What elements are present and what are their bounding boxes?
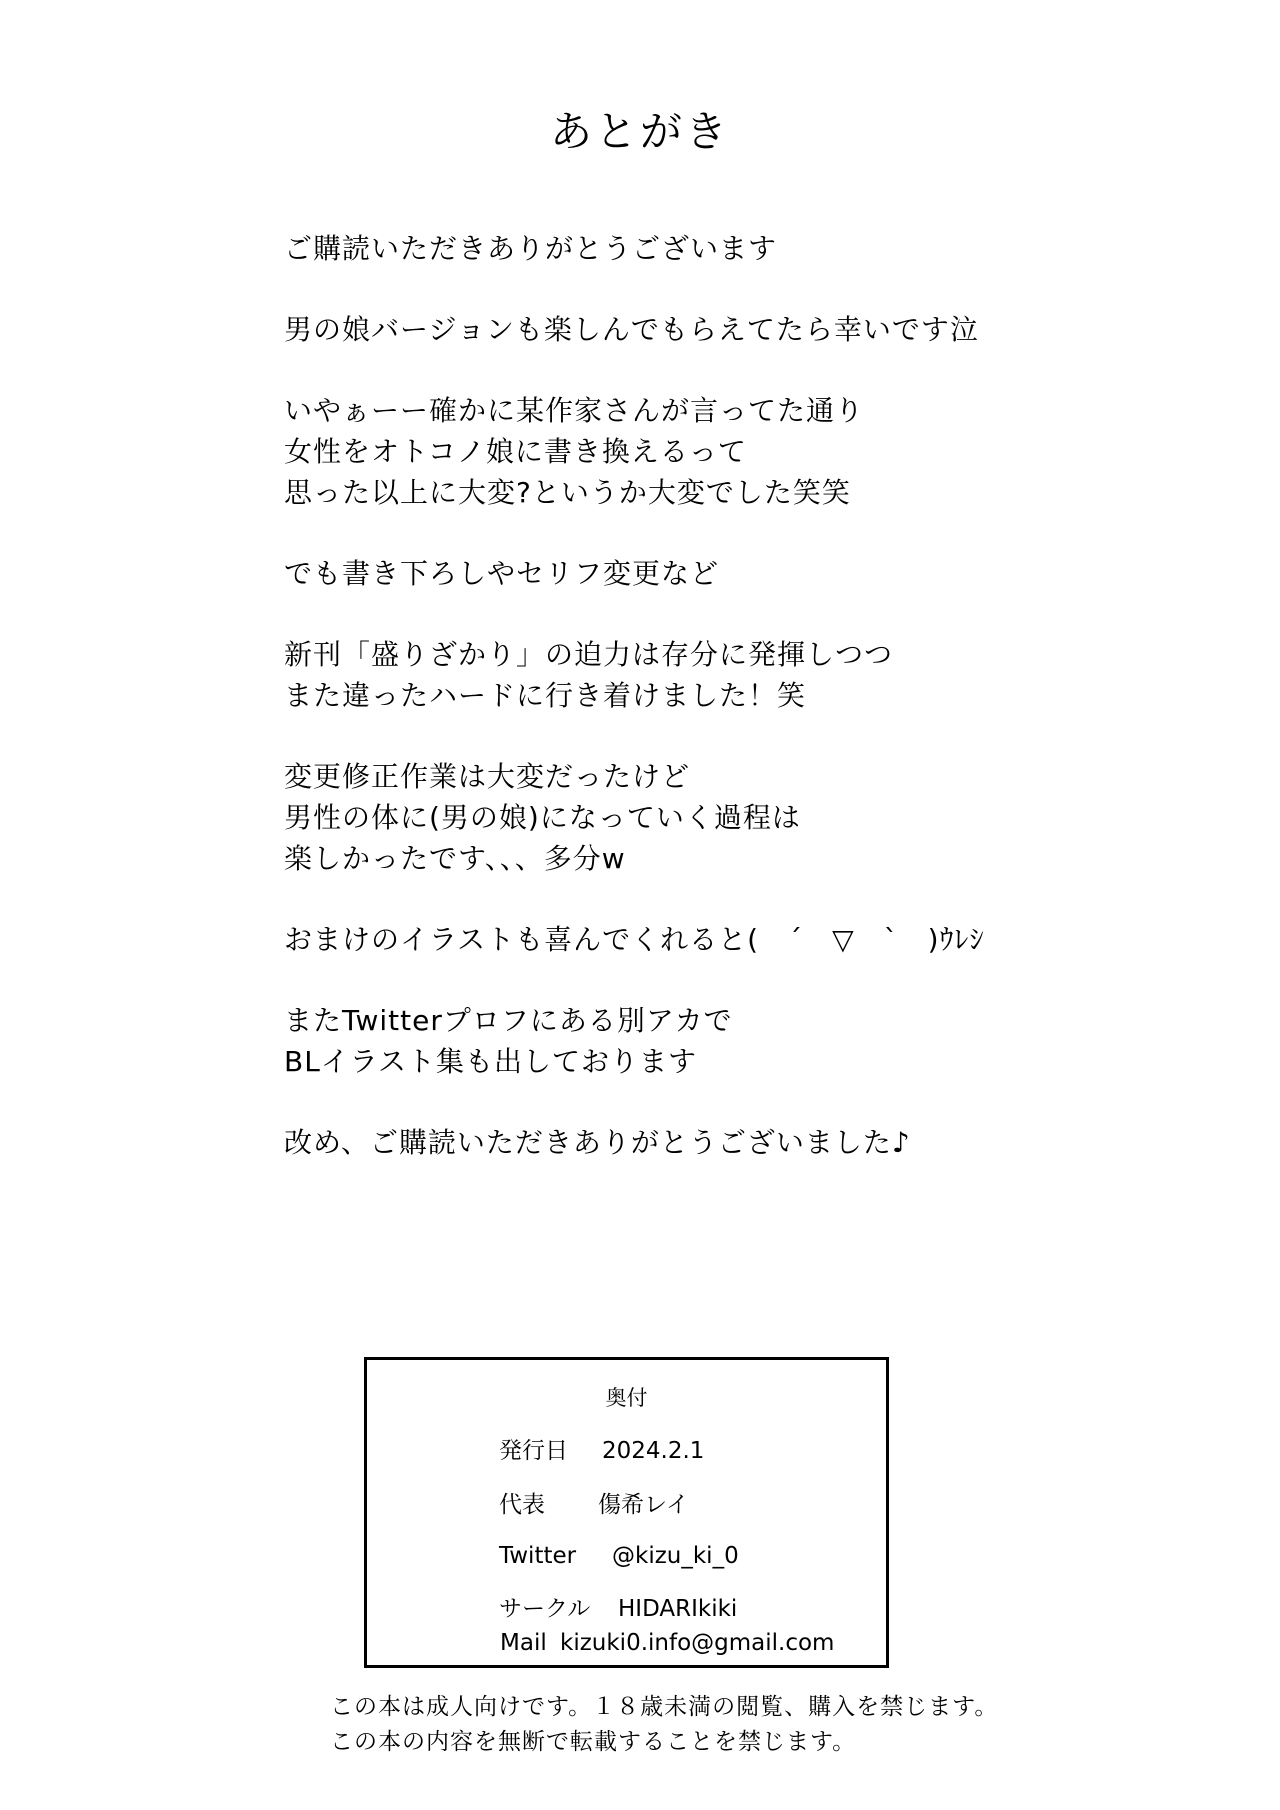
text-line: 楽しかったです、、、多分w	[284, 842, 626, 875]
paragraph-7	[284, 919, 1164, 960]
text-line: でも書き下ろしやセリフ変更など	[284, 557, 720, 590]
text-line: おまけのイラストも喜んでくれると( ´ ▽ ` )ｳﾚｼ	[284, 923, 985, 956]
paragraph-4	[284, 553, 1164, 594]
text-line: BLイラスト集も出しております	[284, 1045, 697, 1078]
colophon-label: 代表	[499, 1492, 545, 1518]
afterword-body	[284, 228, 1164, 1203]
colophon-value: HIDARIkiki	[618, 1596, 738, 1622]
colophon-title: 奥付	[605, 1386, 648, 1410]
paragraph-3	[284, 390, 1164, 513]
text-line: 女性をオトコノ娘に書き換えるって	[284, 435, 747, 468]
paragraph-9	[284, 1122, 1164, 1163]
colophon-value: 2024.2.1	[602, 1438, 705, 1464]
colophon-label: 発行日	[499, 1438, 568, 1464]
colophon-value: @kizu_ki_0	[612, 1543, 739, 1569]
page-title: あとがき	[549, 107, 730, 156]
paragraph-2	[284, 309, 1164, 350]
paragraph-5	[284, 634, 1164, 716]
legal-line-copyright: この本の内容を無断で転載することを禁じます。	[330, 1729, 857, 1755]
text-line: 男の娘バージョンも楽しんでもらえてたら幸いです泣	[284, 313, 979, 346]
colophon-row-date	[499, 1436, 704, 1466]
text-line: また違ったハードに行き着けました！笑	[284, 679, 807, 712]
colophon-value: kizuki0.info@gmail.com	[560, 1630, 835, 1656]
text-line: 男性の体に(男の娘)になっていく過程は	[284, 801, 801, 834]
legal-line-age: この本は成人向けです。１８歳未満の閲覧、購入を禁じます。	[330, 1694, 999, 1720]
colophon-label: サークル	[499, 1596, 591, 1622]
colophon-row-mail	[500, 1628, 834, 1658]
text-line: 思った以上に大変?というか大変でした笑笑	[284, 476, 851, 509]
legal-notice	[330, 1690, 998, 1760]
paragraph-8	[284, 1000, 1164, 1082]
colophon-label: Mail	[500, 1630, 547, 1656]
colophon-label: Twitter	[499, 1543, 577, 1569]
text-line: 改め、ご購読いただきありがとうございました♪	[284, 1126, 911, 1159]
colophon-row-representative	[499, 1490, 689, 1520]
paragraph-1	[284, 228, 1164, 269]
text-line: いやぁーー確かに某作家さんが言ってた通り	[284, 394, 865, 427]
text-line: ご購読いただきありがとうございます	[284, 232, 778, 265]
text-line: 新刊「盛りざかり」の迫力は存分に発揮しつつ	[284, 638, 894, 671]
text-line: またTwitterプロフにある別アカで	[284, 1004, 733, 1037]
colophon-box	[364, 1357, 889, 1668]
colophon-row-circle	[499, 1594, 737, 1624]
colophon-row-twitter	[499, 1541, 739, 1571]
paragraph-6	[284, 756, 1164, 879]
colophon-value: 傷希レイ	[598, 1492, 689, 1518]
text-line: 変更修正作業は大変だったけど	[284, 760, 691, 793]
